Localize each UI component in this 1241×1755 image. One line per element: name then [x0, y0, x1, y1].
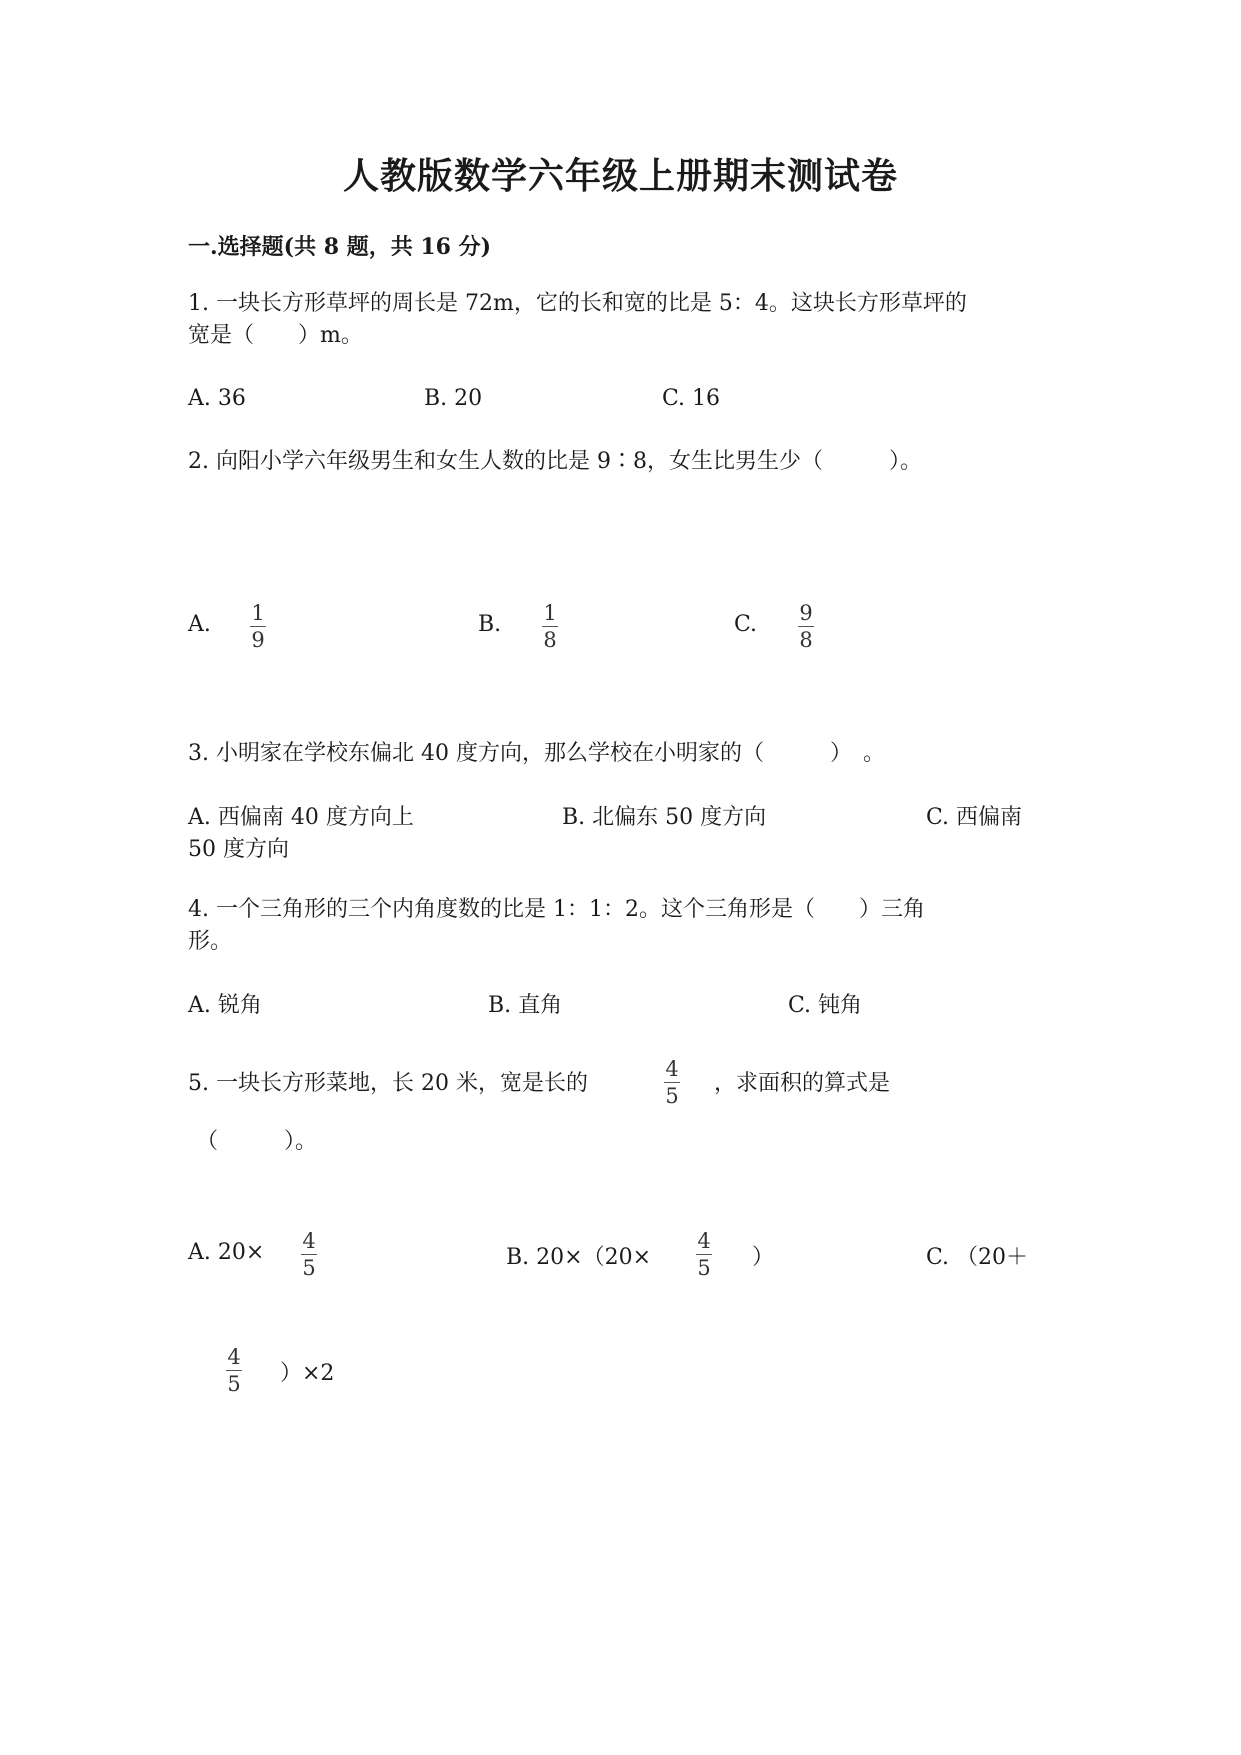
numerator: 4: [665, 1057, 679, 1081]
q1-option-b: B. 20: [424, 386, 483, 411]
numerator: 1: [251, 601, 265, 625]
question-4-line-1: 4. 一个三角形的三个内角度数的比是 1：1：2。这个三角形是（ ）三角: [188, 897, 925, 922]
q4-option-c: C. 钝角: [788, 993, 863, 1018]
numerator: 9: [799, 601, 813, 625]
fraction-bar: [664, 1082, 680, 1083]
q2-option-a-fraction: [250, 602, 266, 651]
question-3: 3. 小明家在学校东偏北 40 度方向，那么学校在小明家的（ ） 。: [188, 741, 885, 766]
denominator: 5: [302, 1256, 316, 1280]
denominator: 8: [799, 628, 813, 652]
q5-option-c-end: ）×2: [280, 1361, 335, 1386]
denominator: 9: [251, 628, 265, 652]
q2-option-a: A.: [188, 612, 211, 637]
q2-option-c-fraction: [798, 602, 814, 651]
q5-option-c: C. （20＋: [926, 1245, 1029, 1270]
q5-option-b-end: ）: [752, 1245, 775, 1270]
numerator: 4: [697, 1229, 711, 1253]
q5-option-b: B. 20×（20×: [506, 1245, 652, 1270]
numerator: 4: [302, 1229, 316, 1253]
question-4-line-2: 形。: [188, 929, 233, 954]
denominator: 5: [665, 1084, 679, 1108]
q5-option-a-fraction: [301, 1230, 317, 1279]
denominator: 5: [697, 1256, 711, 1280]
q4-option-a: A. 锐角: [188, 993, 262, 1018]
question-2: 2. 向阳小学六年级男生和女生人数的比是 9∶8，女生比男生少（ ）。: [188, 449, 922, 474]
fraction-bar: [798, 626, 814, 627]
q1-option-a: A. 36: [188, 386, 246, 411]
numerator: 1: [543, 601, 557, 625]
q4-option-b: B. 直角: [488, 993, 563, 1018]
fraction-bar: [250, 626, 266, 627]
fraction-bar: [301, 1254, 317, 1255]
q5-option-c-fraction: [226, 1346, 242, 1395]
question-1-line-1: 1. 一块长方形草坪的周长是 72m，它的长和宽的比是 5：4。这块长方形草坪的: [188, 291, 967, 316]
denominator: 5: [227, 1372, 241, 1396]
q5-option-a: A. 20×: [188, 1240, 265, 1265]
q2-option-b: B.: [478, 612, 502, 637]
q3-option-c-continued: 50 度方向: [188, 837, 289, 862]
q3-option-a: A. 西偏南 40 度方向上: [188, 805, 414, 830]
section-heading: 一.选择题(共 8 题，共 16 分): [188, 234, 492, 260]
q3-option-b: B. 北偏东 50 度方向: [562, 805, 767, 830]
question-5-part-1: 5. 一块长方形菜地，长 20 米，宽是长的: [188, 1071, 588, 1096]
fraction-bar: [696, 1254, 712, 1255]
question-1-line-2: 宽是（ ）m。: [188, 323, 363, 348]
numerator: 4: [227, 1345, 241, 1369]
denominator: 8: [543, 628, 557, 652]
q5-option-b-fraction: [696, 1230, 712, 1279]
q1-option-c: C. 16: [662, 386, 721, 411]
q2-option-b-fraction: [542, 602, 558, 651]
question-5-line-2: （ ）。: [196, 1129, 318, 1154]
fraction-bar: [226, 1370, 242, 1371]
question-5-part-2: ，求面积的算式是: [714, 1071, 891, 1096]
fraction-bar: [542, 626, 558, 627]
q5-question-fraction: [664, 1058, 680, 1107]
q3-option-c: C. 西偏南: [926, 805, 1023, 830]
q2-option-c: C.: [734, 612, 758, 637]
page-title: 人教版数学六年级上册期末测试卷: [342, 155, 898, 197]
